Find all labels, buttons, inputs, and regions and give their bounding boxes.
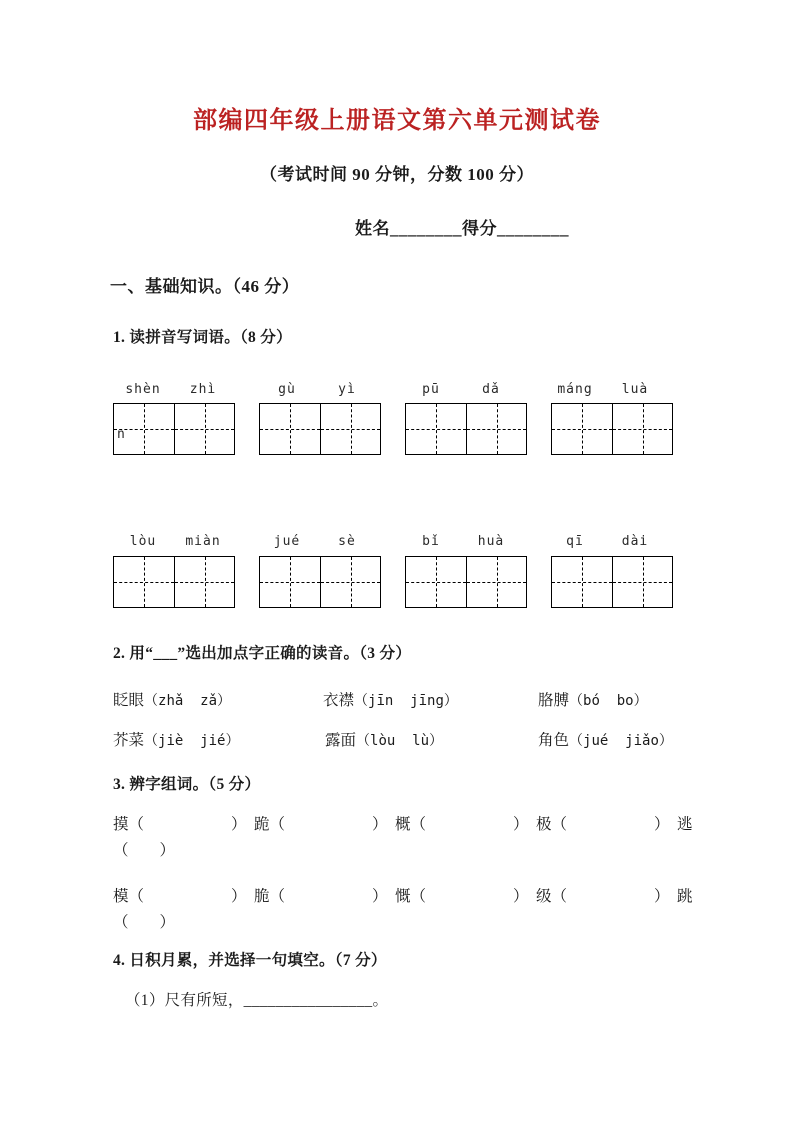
writing-grid-cell[interactable]: [552, 404, 612, 454]
zuci-char-trailing: 跳: [677, 888, 693, 905]
pinyin-syllable: luà: [621, 382, 649, 397]
pron-item[interactable]: [113, 688, 323, 710]
zuci-char-open: 慨（: [395, 888, 427, 905]
question-4-heading: 4. 日积月累，并选择一句填空。（7 分）: [113, 952, 387, 969]
zuci-char-open: 极（: [536, 816, 568, 833]
zuci-char-trailing: 逃: [677, 816, 693, 833]
pron-word: 胳膊: [538, 692, 570, 709]
pinyin-syllable: sè: [338, 534, 356, 549]
writing-grid-cell[interactable]: [174, 404, 234, 454]
pinyin-group: [113, 532, 233, 554]
pron-options: （jīn jīng）: [354, 693, 458, 709]
pinyin-group: [401, 380, 521, 402]
writing-grid-group[interactable]: [113, 403, 235, 455]
pinyin-syllable: máng: [557, 382, 593, 397]
section-heading-basics: 一、基础知识。（46 分）: [110, 277, 300, 296]
pinyin-syllable: miàn: [185, 534, 221, 549]
writing-grid-cell[interactable]: [406, 557, 466, 607]
scan-artifact-n: n: [117, 427, 125, 442]
pinyin-group: [257, 380, 377, 402]
pinyin-syllable: huà: [477, 534, 505, 549]
pron-item[interactable]: [538, 728, 673, 750]
writing-grid-cell[interactable]: [466, 404, 526, 454]
pron-options: （lòu lù）: [356, 733, 444, 749]
zuci-close-paren: ）: [513, 888, 529, 905]
pron-word: 角色: [538, 732, 570, 749]
question-4-item-1[interactable]: （1）尺有所短，________________。: [125, 992, 389, 1009]
page-title: 部编四年级上册语文第六单元测试卷: [193, 108, 601, 134]
pron-word: 衣襟: [323, 692, 355, 709]
zuci-item[interactable]: [536, 812, 654, 834]
writing-grid-cell[interactable]: [114, 404, 174, 454]
character-pair-row-2: [113, 884, 703, 906]
pinyin-syllable: dǎ: [482, 382, 500, 397]
zuci-close-paren: ）: [654, 816, 670, 833]
writing-grid-cell[interactable]: [406, 404, 466, 454]
pinyin-group: [113, 380, 233, 402]
writing-grid-cell[interactable]: [320, 557, 380, 607]
pinyin-syllable: yì: [338, 382, 356, 397]
writing-grid-cell[interactable]: [612, 404, 672, 454]
writing-grid-cell[interactable]: [260, 404, 320, 454]
pron-options: （zhǎ zǎ）: [144, 693, 232, 709]
pinyin-group: [257, 532, 377, 554]
pronunciation-choice-line-2: [113, 728, 698, 750]
pron-word: 芥菜: [113, 732, 145, 749]
zuci-close-paren: ）: [372, 888, 388, 905]
pinyin-syllable: bǐ: [422, 534, 440, 549]
zuci-close-paren: ）: [654, 888, 670, 905]
pinyin-syllable: zhì: [189, 382, 217, 397]
character-pair-row-1: [113, 812, 703, 834]
pron-options: （jué jiǎo）: [569, 733, 673, 749]
zuci-item[interactable]: [536, 884, 654, 906]
zuci-close-paren: ）: [372, 816, 388, 833]
zuci-close-paren: ）: [513, 816, 529, 833]
pinyin-group: [401, 532, 521, 554]
pinyin-row-2: [113, 532, 688, 554]
writing-grid-cell[interactable]: [612, 557, 672, 607]
zuci-close-paren: ）: [231, 816, 247, 833]
writing-grid-group[interactable]: [405, 556, 527, 608]
zuci-char-open: 跪（: [254, 816, 286, 833]
pinyin-row-1: [113, 380, 688, 402]
zuci-item[interactable]: [395, 884, 513, 906]
writing-grid-row-1: [113, 403, 673, 455]
pron-options: （jiè jié）: [144, 733, 240, 749]
writing-grid-cell[interactable]: [552, 557, 612, 607]
zuci-char-open: 模（: [113, 888, 145, 905]
zuci-char-open: 概（: [395, 816, 427, 833]
writing-grid-group[interactable]: [113, 556, 235, 608]
zuci-item[interactable]: [254, 812, 372, 834]
pron-word: 露面: [325, 732, 357, 749]
pinyin-syllable: jué: [273, 534, 301, 549]
writing-grid-cell[interactable]: [260, 557, 320, 607]
question-1-heading: 1. 读拼音写词语。（8 分）: [113, 329, 292, 346]
zuci-item[interactable]: [113, 812, 231, 834]
zuci-char-open: 级（: [536, 888, 568, 905]
writing-grid-row-2: [113, 556, 673, 608]
character-pair-row-2-tail[interactable]: （ ）: [113, 914, 176, 931]
writing-grid-cell[interactable]: [466, 557, 526, 607]
writing-grid-group[interactable]: [551, 403, 673, 455]
writing-grid-group[interactable]: [405, 403, 527, 455]
zuci-close-paren: ）: [231, 888, 247, 905]
name-score-line: 姓名________得分________: [355, 219, 569, 238]
zuci-item[interactable]: [113, 884, 231, 906]
character-pair-row-1-tail[interactable]: （ ）: [113, 842, 176, 859]
writing-grid-cell[interactable]: [114, 557, 174, 607]
writing-grid-cell[interactable]: [320, 404, 380, 454]
pinyin-syllable: lòu: [129, 534, 157, 549]
pinyin-group: [545, 380, 665, 402]
writing-grid-group[interactable]: [259, 403, 381, 455]
pron-item[interactable]: [113, 728, 325, 750]
pron-word: 眨眼: [113, 692, 145, 709]
pron-item[interactable]: [325, 728, 538, 750]
pronunciation-choice-line-1: [113, 688, 698, 710]
exam-info-subtitle: （考试时间 90 分钟，分数 100 分）: [260, 165, 534, 184]
pron-item[interactable]: [538, 688, 648, 710]
pinyin-group: [545, 532, 665, 554]
zuci-item[interactable]: [395, 812, 513, 834]
zuci-item[interactable]: [254, 884, 372, 906]
pinyin-syllable: qī: [566, 534, 584, 549]
writing-grid-cell[interactable]: [174, 557, 234, 607]
zuci-char-open: 摸（: [113, 816, 145, 833]
question-2-heading: 2. 用“___”选出加点字正确的读音。（3 分）: [113, 645, 412, 662]
writing-grid-group[interactable]: [551, 556, 673, 608]
pron-item[interactable]: [323, 688, 538, 710]
pron-options: （bó bo）: [569, 693, 648, 709]
pinyin-syllable: dài: [621, 534, 649, 549]
pinyin-syllable: gù: [278, 382, 296, 397]
pinyin-syllable: shèn: [125, 382, 161, 397]
zuci-char-open: 脆（: [254, 888, 286, 905]
question-3-heading: 3. 辨字组词。（5 分）: [113, 776, 261, 793]
pinyin-syllable: pū: [422, 382, 440, 397]
writing-grid-group[interactable]: [259, 556, 381, 608]
